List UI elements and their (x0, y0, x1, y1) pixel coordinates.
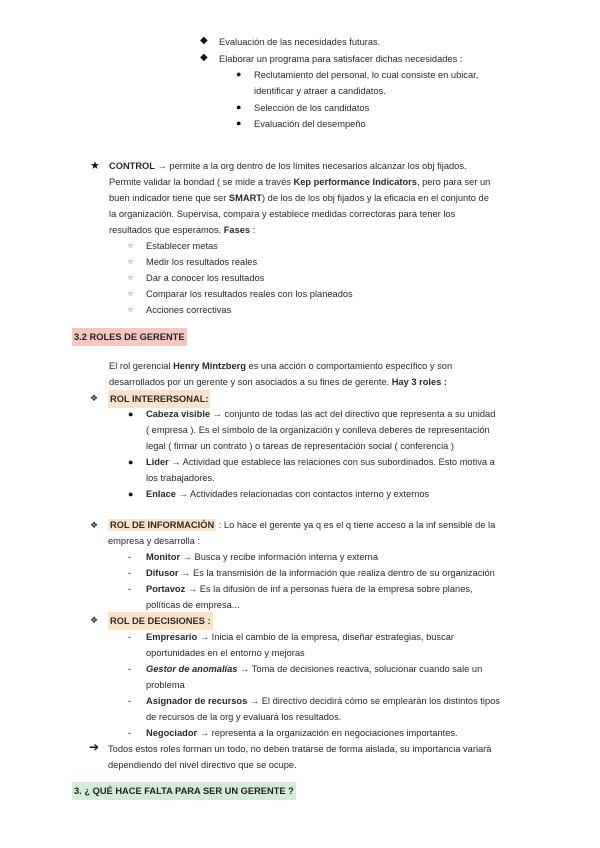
dash-bullet: - (128, 584, 132, 594)
list-item: Dar a conocer los resultados (146, 273, 265, 283)
dash-bullet: - (128, 728, 132, 738)
list-item: identificar y atraer a candidatos. (254, 86, 386, 96)
roles-intro-line-2: desarrollados por un gerente y son asociados a su fines de gerente. Hay 3 roles : (109, 377, 447, 387)
dash-bullet: - (128, 632, 132, 642)
list-item: Medir los resultados reales (146, 257, 258, 267)
interpersonal-item: Enlace → Actividades relacionadas con contactos interno y externos (146, 489, 430, 499)
arrow-icon: ➔ (89, 740, 100, 754)
list-item: Selección de los candidatos (254, 103, 370, 113)
dash-bullet: - (128, 664, 132, 674)
dash-bullet: - (128, 568, 132, 578)
interpersonal-item-cont: los trabajadores. (146, 473, 215, 483)
fleuron-bullet-icon: ❖ (90, 520, 99, 530)
conclusion-line-2: dependiendo del nivel directivo que se ocupe. (108, 760, 297, 770)
list-item: Establecer metas (146, 241, 218, 251)
rol-informacion-line-2: empresa y desarrolla : (108, 536, 200, 546)
dash-bullet: - (128, 696, 132, 706)
interpersonal-item: Lider → Actividad que establece las relaciones con sus subordinados. Esto motiva a (146, 457, 495, 467)
fleuron-bullet-icon: ❖ (90, 393, 99, 403)
dot-bullet-icon: ● (128, 457, 134, 467)
circle-bullet-icon: ○ (128, 289, 133, 298)
interpersonal-item-cont: legal ( firmar un contrato ) o tareas de representación social ( conferencia ) (146, 441, 454, 451)
dot-bullet-icon: ● (128, 409, 134, 419)
control-line-3: buen indicador tiene que ser SMART) de los de los obj fijados y la eficacia en el conjunto de (109, 193, 489, 203)
diamond-bullet-icon: ◆ (200, 52, 208, 63)
circle-bullet-icon: ○ (128, 273, 133, 282)
conclusion-line-1: Todos estos roles forman un todo, no deben tratarse de forma aislada, su importancia variará (108, 744, 492, 754)
circle-bullet-icon: ○ (128, 241, 133, 250)
interpersonal-item: Cabeza visible → conjunto de todas las act del directivo que representa a su unidad (146, 409, 496, 419)
circle-bullet-icon: ○ (128, 257, 133, 266)
decisiones-item-cont: oportunidades en el entorno y mejoras (146, 648, 305, 658)
decisiones-item: Empresario → Inicia el cambio de la empresa, diseñar estrategias, buscar (146, 632, 454, 642)
dot-bullet-icon: ● (236, 102, 242, 112)
section-heading-que-hace-falta: 3. ¿ QUÉ HACE FALTA PARA SER UN GERENTE ? (72, 782, 296, 800)
list-item: Comparar los resultados reales con los planeados (146, 289, 353, 299)
list-item: Elaborar un programa para satisfacer dichas necesidades : (219, 54, 463, 64)
list-item: Evaluación del desempeño (254, 119, 366, 129)
section-heading-roles: 3.2 ROLES DE GERENTE (72, 328, 187, 346)
informacion-item: Difusor → Es la transmisión de la información que realiza dentro de su organización (146, 568, 495, 578)
informacion-item: Monitor → Busca y recibe información interna y externa (146, 552, 378, 562)
decisiones-item: Asignador de recursos → El directivo decidirá cómo se emplearán los distintos tipos (146, 696, 500, 706)
rol-interpersonal-title: ROL INTERERSONAL: (108, 390, 210, 408)
circle-bullet-icon: ○ (128, 305, 133, 314)
dot-bullet-icon: ● (236, 69, 242, 79)
list-item: Acciones correctivas (146, 305, 232, 315)
control-line-2: Permite validar la bondad ( se mide a través Kep performance Indicators, pero para ser un (109, 177, 491, 187)
interpersonal-item-cont: ( empresa ). Es el símbolo de la organización y conlleva deberes de representación (146, 425, 490, 435)
dot-bullet-icon: ● (128, 489, 134, 499)
decisiones-item: Negociador → representa a la organización en negociaciones importantes. (146, 728, 458, 738)
dot-bullet-icon: ● (236, 118, 242, 128)
control-line-5: resultados que esperamos. Fases : (109, 225, 256, 235)
roles-intro-line-1: El rol gerencial Henry Mintzberg es una acción o comportamiento específico y son (109, 361, 453, 371)
decisiones-item-cont: de recursos de la org y evaluará los resultados. (146, 712, 342, 722)
informacion-item-cont: políticas de empresa... (146, 600, 240, 610)
control-line-1: CONTROL → permite a la org dentro de los límites necesarios alcanzar los obj fijados. (109, 161, 467, 171)
rol-informacion-line-1: ROL DE INFORMACIÓN : Lo hace el gerente ya q es el q tiene acceso a la inf sensible de la (110, 520, 496, 530)
dash-bullet: - (128, 552, 132, 562)
fleuron-bullet-icon: ❖ (90, 615, 99, 625)
list-item: Evaluación de las necesidades futuras. (219, 37, 381, 47)
control-line-4: la organización. Supervisa, compara y establece medidas correctoras para tener los (109, 209, 456, 219)
list-item: Reclutamiento del personal, lo cual consiste en ubicar, (254, 70, 479, 80)
decisiones-item: Gestor de anomalías → Toma de decisiones reactiva, solucionar cuando sale un (146, 664, 483, 674)
informacion-item: Portavoz → Es la difusión de inf a personas fuera de la empresa sobre planes, (146, 584, 473, 594)
rol-decisiones-title: ROL DE DECISIONES : (108, 612, 213, 630)
star-icon: ★ (90, 160, 100, 172)
diamond-bullet-icon: ◆ (200, 35, 208, 46)
decisiones-item-cont: problema (146, 680, 185, 690)
